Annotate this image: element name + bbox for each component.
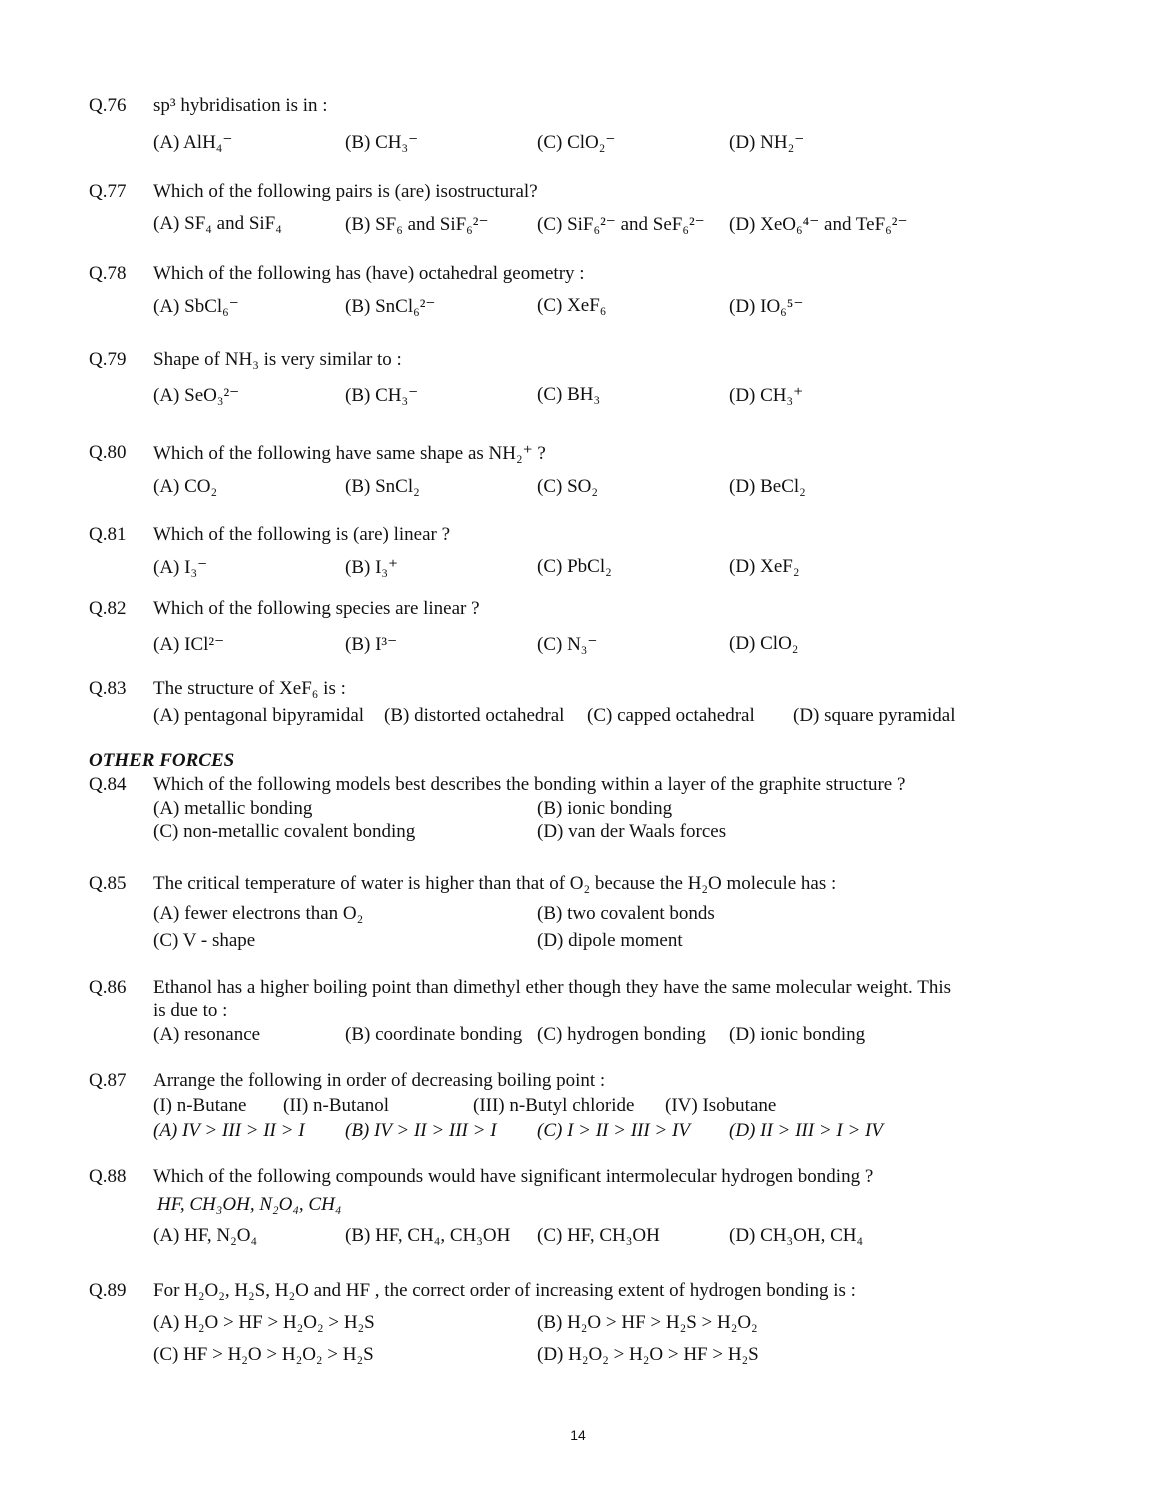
item-1: (I) n-Butane [153, 1095, 247, 1116]
option-b: (B) SnCl₆²⁻ [345, 296, 436, 317]
question-text: For H₂O₂, H₂S, H₂O and HF , the correct order of increasing extent of hydrogen bonding is : [153, 1280, 856, 1301]
option-c: (C) I > II > III > IV [537, 1120, 690, 1141]
option-c: (C) HF > H₂O > H₂O₂ > H₂S [153, 1344, 374, 1365]
option-b: (B) I₃⁺ [345, 557, 399, 578]
question-text: Which of the following have same shape as NH₂⁺ ? [153, 443, 546, 464]
option-d: (D) IO₆⁵⁻ [729, 296, 804, 317]
option-a: (A) SF₄ and SiF₄ [153, 213, 282, 234]
question-number: Q.85 [89, 873, 127, 894]
question-number: Q.82 [89, 598, 127, 619]
option-c: (C) capped octahedral [587, 705, 755, 726]
question-text: The critical temperature of water is higher than that of O₂ because the H₂O molecule has : [153, 873, 837, 894]
option-a: (A) SbCl₆⁻ [153, 296, 239, 317]
option-a: (A) pentagonal bipyramidal [153, 705, 365, 726]
option-b: (B) CH₃⁻ [345, 385, 419, 406]
page-number: 14 [570, 1427, 586, 1443]
option-c: (C) PbCl₂ [537, 556, 612, 577]
option-a: (A) fewer electrons than O₂ [153, 903, 364, 924]
option-b: (B) coordinate bonding [345, 1024, 523, 1045]
option-d: (D) dipole moment [537, 930, 683, 951]
question-text: The structure of XeF₆ is : [153, 678, 346, 699]
option-b: (B) CH₃⁻ [345, 132, 419, 153]
option-c: (C) BH₃ [537, 384, 601, 405]
question-text: sp³ hybridisation is in : [153, 95, 328, 116]
option-a: (A) metallic bonding [153, 798, 313, 819]
item-2: (II) n-Butanol [283, 1095, 390, 1116]
question-text-cont: is due to : [153, 1000, 228, 1021]
question-number: Q.78 [89, 263, 127, 284]
option-c: (C) non-metallic covalent bonding [153, 821, 416, 842]
option-d: (D) II > III > I > IV [729, 1120, 883, 1141]
option-b: (B) ionic bonding [537, 798, 673, 819]
option-c: (C) hydrogen bonding [537, 1024, 706, 1045]
option-d: (D) CH₃OH, CH₄ [729, 1225, 864, 1246]
section-title: OTHER FORCES [89, 750, 235, 771]
option-b: (B) I³⁻ [345, 634, 398, 655]
option-c: (C) SiF₆²⁻ and SeF₆²⁻ [537, 214, 705, 235]
option-a: (A) H₂O > HF > H₂O₂ > H₂S [153, 1312, 375, 1333]
option-a: (A) IV > III > II > I [153, 1120, 305, 1141]
option-c: (C) V - shape [153, 930, 256, 951]
option-a: (A) HF, N₂O₄ [153, 1225, 258, 1246]
option-a: (A) ICl²⁻ [153, 634, 225, 655]
option-b: (B) H₂O > HF > H₂S > H₂O₂ [537, 1312, 758, 1333]
option-b: (B) HF, CH₄, CH₃OH [345, 1225, 511, 1246]
question-number: Q.76 [89, 95, 127, 116]
question-number: Q.80 [89, 442, 127, 463]
question-text: Which of the following compounds would have significant intermolecular hydrogen bonding ? [153, 1166, 874, 1187]
option-d: (D) CH₃⁺ [729, 385, 804, 406]
option-a: (A) resonance [153, 1024, 261, 1045]
question-number: Q.84 [89, 774, 127, 795]
question-text: Which of the following pairs is (are) isostructural? [153, 181, 538, 202]
option-d: (D) BeCl₂ [729, 476, 806, 497]
item-4: (IV) Isobutane [665, 1095, 777, 1116]
option-c: (C) ClO₂⁻ [537, 132, 616, 153]
option-d: (D) XeF₂ [729, 556, 800, 577]
option-c: (C) N₃⁻ [537, 634, 598, 655]
question-number: Q.89 [89, 1280, 127, 1301]
question-number: Q.77 [89, 181, 127, 202]
question-text: Which of the following models best describes the bonding within a layer of the graphite structure ? [153, 774, 906, 795]
option-b: (B) SnCl₂ [345, 476, 420, 497]
option-d: (D) XeO₆⁴⁻ and TeF₆²⁻ [729, 214, 908, 235]
option-c: (C) HF, CH₃OH [537, 1225, 660, 1246]
option-d: (D) square pyramidal [793, 705, 956, 726]
option-c: (C) SO₂ [537, 476, 598, 497]
option-b: (B) two covalent bonds [537, 903, 715, 924]
question-text: Shape of NH₃ is very similar to : [153, 349, 402, 370]
option-d: (D) NH₂⁻ [729, 132, 805, 153]
option-d: (D) ClO₂ [729, 633, 799, 654]
item-3: (III) n-Butyl chloride [473, 1095, 635, 1116]
option-a: (A) AlH₄⁻ [153, 132, 233, 153]
question-number: Q.81 [89, 524, 127, 545]
option-b: (B) IV > II > III > I [345, 1120, 497, 1141]
option-c: (C) XeF₆ [537, 295, 607, 316]
question-text: Which of the following has (have) octahedral geometry : [153, 263, 585, 284]
option-d: (D) ionic bonding [729, 1024, 866, 1045]
question-number: Q.79 [89, 349, 127, 370]
question-number: Q.87 [89, 1070, 127, 1091]
question-text: Ethanol has a higher boiling point than dimethyl ether though they have the same molecular weight. This [153, 977, 951, 998]
option-d: (D) van der Waals forces [537, 821, 727, 842]
question-number: Q.88 [89, 1166, 127, 1187]
option-b: (B) distorted octahedral [384, 705, 565, 726]
question-text: Which of the following species are linear ? [153, 598, 480, 619]
option-a: (A) CO₂ [153, 476, 218, 497]
question-number: Q.86 [89, 977, 127, 998]
compound-list: HF, CH₃OH, N₂O₄, CH₄ [157, 1194, 342, 1215]
option-a: (A) I₃⁻ [153, 557, 208, 578]
option-b: (B) SF₆ and SiF₆²⁻ [345, 214, 489, 235]
question-text: Arrange the following in order of decreasing boiling point : [153, 1070, 606, 1091]
question-number: Q.83 [89, 678, 127, 699]
option-a: (A) SeO₃²⁻ [153, 385, 240, 406]
option-d: (D) H₂O₂ > H₂O > HF > H₂S [537, 1344, 759, 1365]
question-text: Which of the following is (are) linear ? [153, 524, 451, 545]
